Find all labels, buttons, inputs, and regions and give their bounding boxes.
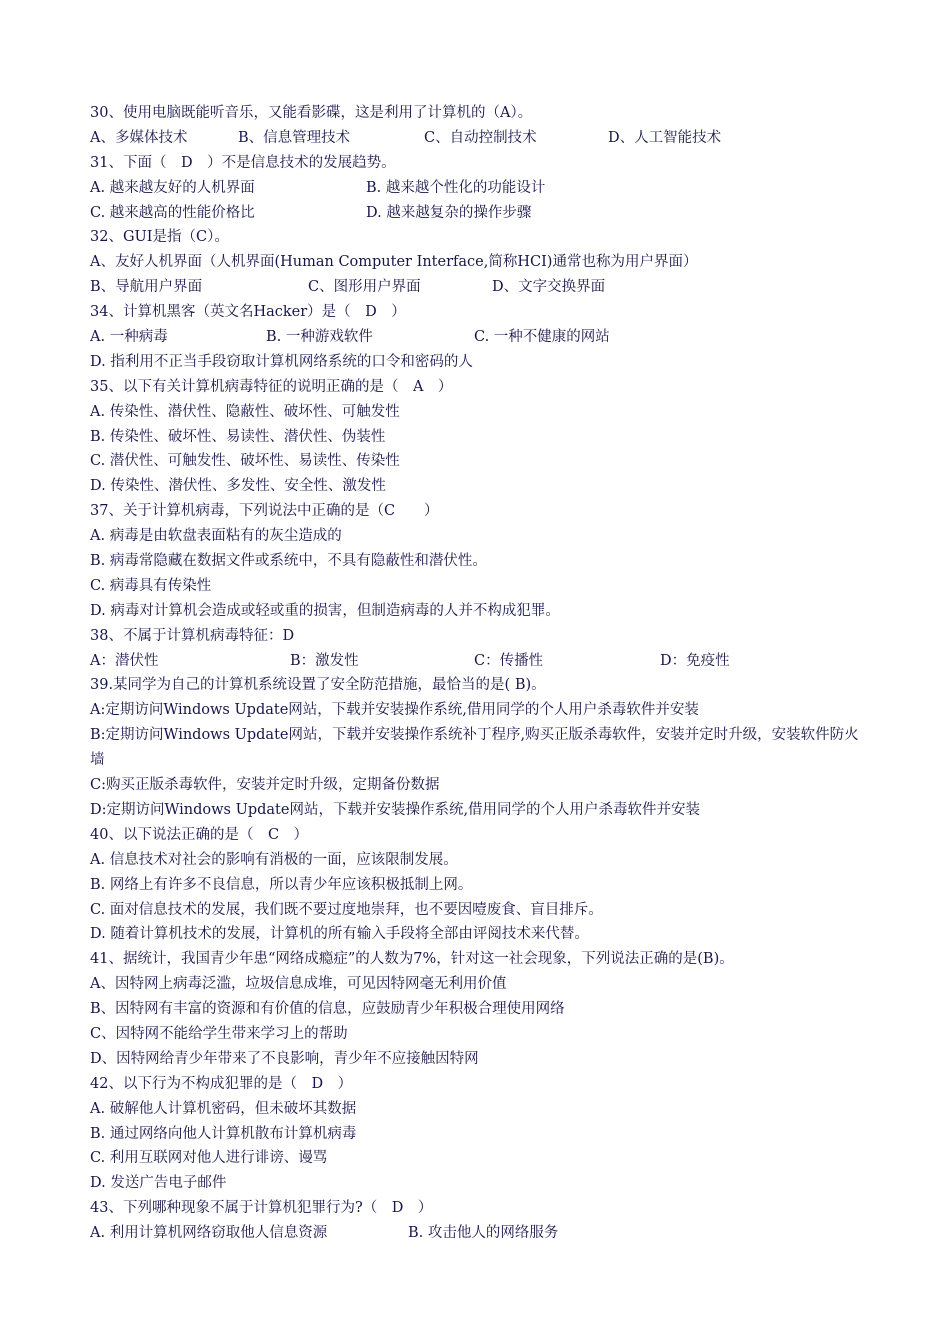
text-line: B:定期访问Windows Update网站，下载并安装操作系统补丁程序,购买正版杀毒软件，安装并定时升级，安装软件防火墙 [90,727,859,769]
text-line: C. 病毒具有传染性 [90,577,212,594]
text-line: 42、以下行为不构成犯罪的是（ D ） [90,1075,353,1092]
answer-option: B. 越来越个性化的功能设计 [366,179,546,196]
text-line: B. 通过网络向他人计算机散布计算机病毒 [90,1125,357,1142]
text-line: D. 随着计算机技术的发展，计算机的所有输入手段将全部由评阅技术来代替。 [90,926,589,943]
text-line: B. 病毒常隐藏在数据文件或系统中，不具有隐蔽性和潜伏性。 [90,553,487,570]
answer-option: C：传播性 [474,652,544,669]
text-line: 30、使用电脑既能听音乐，又能看影碟，这是利用了计算机的（A）。 [90,105,533,121]
answer-option: B：激发性 [290,652,359,669]
text-line: C. 利用互联网对他人进行诽谤、谩骂 [90,1150,328,1167]
text-line: 35、以下有关计算机病毒特征的说明正确的是（ A ） [90,378,453,395]
answer-option: A、多媒体技术 [90,129,188,146]
answer-option: C. 一种不健康的网站 [474,329,610,346]
text-line: D. 指利用不正当手段窃取计算机网络系统的口令和密码的人 [90,353,473,370]
answer-option: A. 越来越友好的人机界面 [90,179,255,196]
text-line: A、友好人机界面（人机界面(Human Computer Interface,简称HCI)通常也称为用户界面） [90,254,698,271]
text-line: A. 病毒是由软盘表面粘有的灰尘造成的 [90,528,342,545]
answer-option: D、文字交换界面 [492,279,606,296]
answer-option: B. 攻击他人的网络服务 [408,1225,559,1242]
answer-option: B. 一种游戏软件 [266,329,373,346]
question-text-block [90,101,870,1246]
option-row [90,649,870,674]
text-line: B. 网络上有许多不良信息，所以青少年应该积极抵制上网。 [90,876,473,893]
text-line: D. 病毒对计算机会造成或轻或重的损害，但制造病毒的人并不构成犯罪。 [90,602,560,619]
option-row [90,1221,870,1246]
text-line: 39.某同学为自己的计算机系统设置了安全防范措施，最恰当的是( B)。 [90,677,546,694]
answer-option: D、人工智能技术 [608,129,722,146]
answer-option: C、自动控制技术 [424,129,537,146]
text-line: C. 面对信息技术的发展，我们既不要过度地崇拜，也不要因噎废食、盲目排斥。 [90,901,603,918]
text-line: 37、关于计算机病毒，下列说法中正确的是（C ） [90,503,439,520]
answer-option: C. 越来越高的性能价格比 [90,204,255,221]
text-line: D:定期访问Windows Update网站，下载并安装操作系统,借用同学的个人用户杀毒软件并安装 [90,801,701,818]
text-line: 34、计算机黑客（英文名Hacker）是（ D ） [90,304,406,321]
answer-option: A. 利用计算机网络窃取他人信息资源 [90,1225,328,1242]
text-line: B. 传染性、破坏性、易读性、潜伏性、伪装性 [90,428,386,445]
answer-option: C、图形用户界面 [308,279,421,296]
text-line: A、因特网上病毒泛滥，垃圾信息成堆，可见因特网毫无利用价值 [90,976,507,993]
text-line: C:购买正版杀毒软件，安装并定时升级，定期备份数据 [90,777,440,794]
answer-option: D. 越来越复杂的操作步骤 [366,204,532,221]
answer-option: A. 一种病毒 [90,329,168,346]
answer-option: B、导航用户界面 [90,279,203,296]
text-line: 31、下面（ D ）不是信息技术的发展趋势。 [90,154,396,171]
text-line: A:定期访问Windows Update网站，下载并安装操作系统,借用同学的个人用户杀毒软件并安装 [90,702,699,719]
answer-option: B、信息管理技术 [238,129,351,146]
option-row [90,201,870,226]
option-row [90,176,870,201]
text-line: C、因特网不能给学生带来学习上的帮助 [90,1025,348,1042]
answer-option: D：免疫性 [660,652,730,669]
text-line: 38、不属于计算机病毒特征：D [90,627,295,644]
text-line: 43、下列哪种现象不属于计算机犯罪行为?（ D ） [90,1200,433,1217]
text-line: A. 信息技术对社会的影响有消极的一面，应该限制发展。 [90,851,458,868]
text-line: 40、以下说法正确的是（ C ） [90,826,309,843]
option-row [90,126,870,151]
text-line: D. 发送广告电子邮件 [90,1175,227,1192]
text-line: D. 传染性、潜伏性、多发性、安全性、激发性 [90,478,386,495]
text-line: A. 传染性、潜伏性、隐蔽性、破坏性、可触发性 [90,403,400,420]
text-line: A. 破解他人计算机密码，但未破坏其数据 [90,1100,357,1117]
text-line: 32、GUI是指（C）。 [90,229,229,246]
text-line: C. 潜伏性、可触发性、破坏性、易读性、传染性 [90,453,400,470]
text-line: 41、据统计，我国青少年患“网络成瘾症”的人数为7%，针对这一社会现象，下列说法正确的是(B)。 [90,951,734,968]
text-line: B、因特网有丰富的资源和有价值的信息，应鼓励青少年积极合理使用网络 [90,1001,565,1018]
option-row [90,325,870,350]
text-line: D、因特网给青少年带来了不良影响，青少年不应接触因特网 [90,1050,479,1067]
option-row [90,275,870,300]
answer-option: A：潜伏性 [90,652,159,669]
